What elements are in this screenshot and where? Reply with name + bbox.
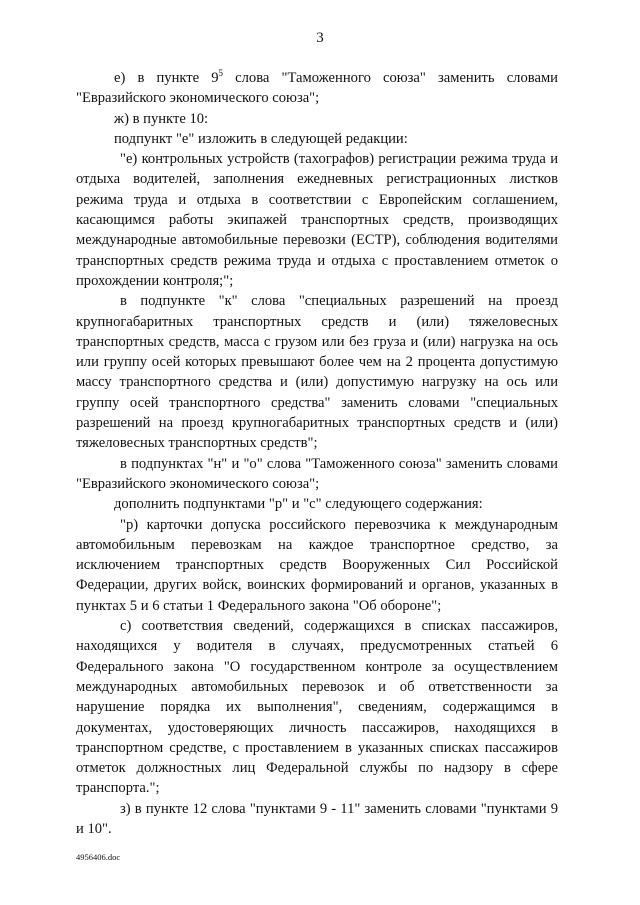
- paragraph-subitems-n-o: в подпунктах "н" и "о" слова "Таможенного союза" заменить словами "Евразийского экономического союза";: [76, 455, 558, 492]
- paragraph-subitem-r: "р) карточки допуска российского перевозчика к международным автомобильным перевозкам на каждое транспортное средство, за исключением транспортных средств Вооруженных Сил Российской Федерации, других войск, воинских формирований и органов, указанных в пунктах 5 и 6 статьи 1 Федерального закона "Об обороне";: [76, 516, 558, 614]
- superscript: 5: [218, 68, 224, 79]
- paragraph-subitem-e-text: "е) контрольных устройств (тахографов) регистрации режима труда и отдыха водителей, заполнения ежедневных регистрационных листков режима труда и отдыха в соответствии с Европейским соглашением, касающимся работы экипажей транспортных средств, производящих международные автомобильные перевозки (ЕСТР), соблюдения водителями транспортных средств режима труда и отдыха с проставлением отметок о прохождении контроля;";: [76, 151, 558, 289]
- paragraph-item-e: [76, 68, 558, 109]
- paragraph-subitem-k: в подпункте "к" слова "специальных разрешений на проезд крупногабаритных транспортных средств и (или) тяжеловесных транспортных средств, масса с грузом или без груза и (или) нагрузка на ось или группу осей которых превышают более чем на 2 процента допустимую массу транспортного средства и (или) допустимую нагрузку на ось или группу осей транспортного средства" заменить словами "специальных разрешений на проезд крупногабаритных транспортных средств и (или) тяжеловесных транспортных средств";: [76, 293, 558, 452]
- paragraph-text: слова "Таможенного союза" заменить словами "Евразийского экономического союза";: [76, 70, 558, 107]
- paragraph-subitem-s: с) соответствия сведений, содержащихся в списках пассажиров, находящихся у водителя в случаях, предусмотренных статьей 6 Федерального закона "О государственном контроле за осуществлением международных автомобильных перевозок и об ответственности за нарушение порядка их выполнения", сведениям, содержащимся в документах, удостоверяющих личность пассажиров, находящихся в транспортном средстве, с проставлением в указанных списках пассажиров отметок должностных лиц Федеральной службы по надзору в сфере транспорта.";: [76, 618, 558, 797]
- file-name-footer: 4956406.doc: [76, 852, 121, 862]
- paragraph-text: е) в пункте 9: [114, 70, 219, 86]
- document-body: [76, 68, 558, 839]
- paragraph-add-subitems: дополнить подпунктами "р" и "с" следующего содержания:: [114, 496, 483, 513]
- paragraph-item-z: з) в пункте 12 слова "пунктами 9 - 11" заменить словами "пунктами 9 и 10".: [76, 800, 558, 837]
- paragraph-item-zh: ж) в пункте 10:: [114, 110, 209, 127]
- page-number: 3: [316, 30, 324, 46]
- paragraph-subitem-e-intro: подпункт "е" изложить в следующей редакции:: [114, 130, 408, 147]
